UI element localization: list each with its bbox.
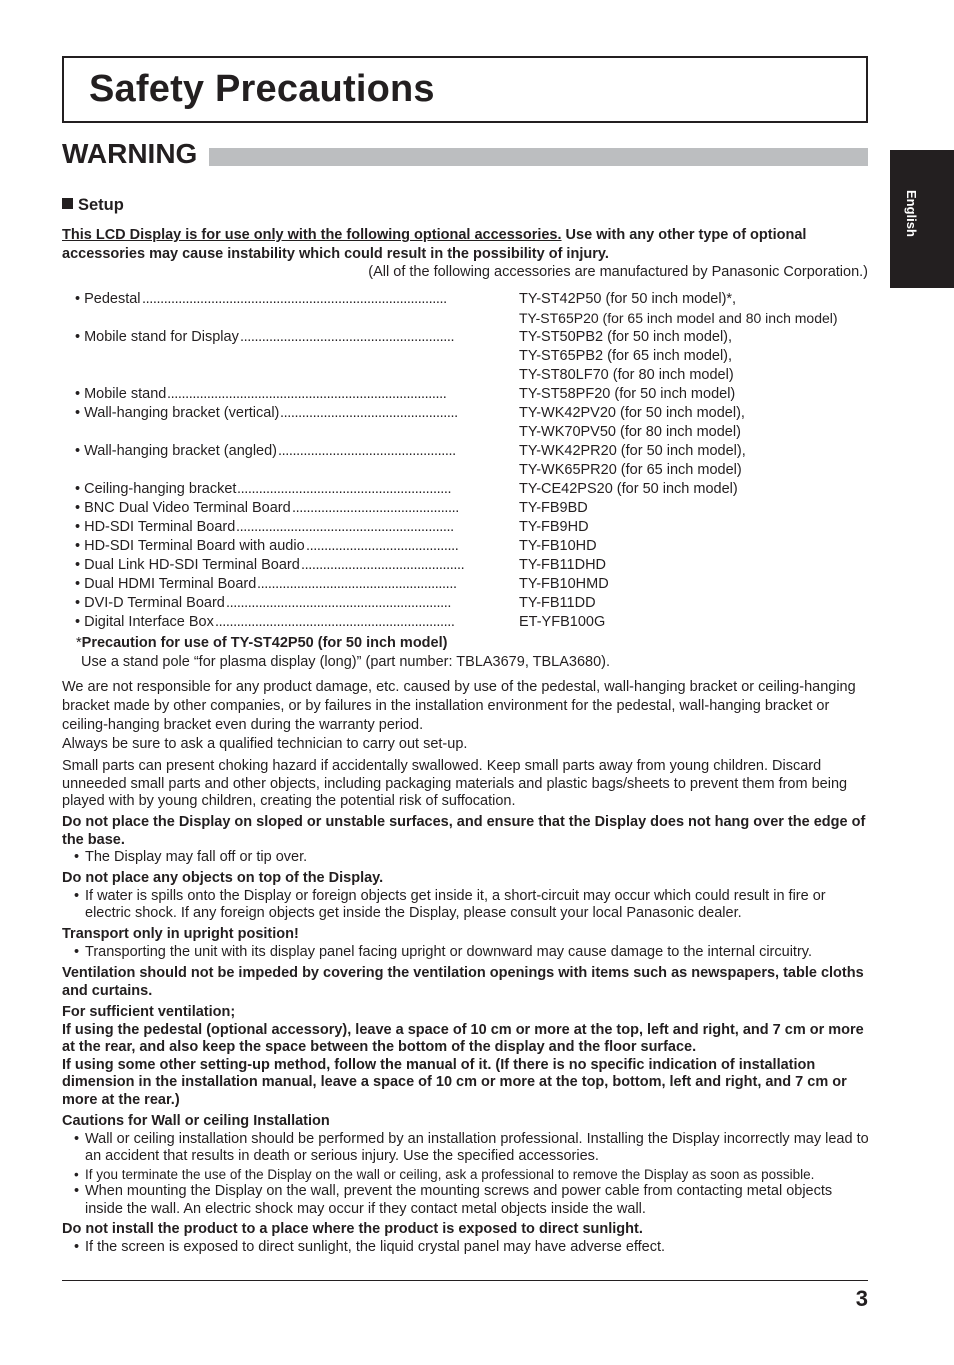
manufacturer-note: (All of the following accessories are manufactured by Panasonic Corporation.) — [368, 264, 868, 280]
list-item: • When mounting the Display on the wall, prevent the mounting screws and power cable from contacting metal objects inside the wall. An electric shock may occur if they contact metal objects inside the wall. — [62, 1183, 870, 1218]
accessory-row — [0, 575, 954, 594]
list-item: • The Display may fall off or tip over. — [62, 849, 870, 867]
accessory-part-number-extra: TY-WK70PV50 (for 80 inch model) — [519, 424, 741, 440]
sloped-surface-heading: Do not place the Display on sloped or unstable surfaces, and ensure that the Display does not hang over the edge of the base. — [62, 814, 866, 848]
accessory-row — [0, 518, 954, 537]
accessory-row — [0, 594, 954, 613]
accessory-leader-dots: ....................................................... — [257, 576, 457, 592]
accessory-row — [0, 537, 954, 556]
accessory-name: • Mobile stand for Display — [75, 329, 239, 345]
setup-intro-underlined: This LCD Display is for use only with the following optional accessories. — [62, 227, 562, 243]
accessory-name: • Wall-hanging bracket (angled) — [75, 443, 278, 459]
accessory-name: • Pedestal — [75, 291, 141, 307]
precaution-title: Precaution for use of TY-ST42P50 (for 50 inch model) — [81, 635, 448, 651]
accessory-leader-dots: ........................................................... — [240, 329, 455, 345]
list-item: • Wall or ceiling installation should be performed by an installation professional. Installing the Display incorrectly may lead to an accident that results in death or serious injury. Use the specified accessories. — [62, 1131, 870, 1166]
accessory-row — [0, 404, 954, 442]
accessory-part-number-extra: TY-ST65P20 (for 65 inch model and 80 inch model) — [519, 310, 838, 326]
title-box — [62, 56, 868, 123]
accessory-row — [0, 480, 954, 499]
accessory-leader-dots: .......................................... — [306, 538, 459, 554]
liability-text: We are not responsible for any product damage, etc. caused by use of the pedestal, wall-hanging bracket or ceiling-hanging bracket made by other companies, or by failures in the installation environment for the pedestal, wall-hanging bracket or ceiling-hanging bracket even during the warranty period. — [62, 679, 856, 733]
precaution-note — [76, 634, 610, 672]
accessory-name: • Digital Interface Box — [75, 614, 214, 630]
accessory-leader-dots: ............................................................................. — [167, 386, 447, 402]
small-parts-paragraph — [62, 758, 870, 811]
language-tab — [890, 150, 954, 288]
accessory-name: • Ceiling-hanging bracket — [75, 481, 237, 497]
accessory-part-number-extra: TY-WK65PR20 (for 65 inch model) — [519, 462, 742, 478]
page-title: Safety Precautions — [89, 68, 435, 110]
setup-heading-text: Setup — [78, 196, 124, 214]
accessory-part-number: TY-FB11DHD — [519, 557, 607, 573]
accessory-part-number: TY-WK42PV20 (for 50 inch model), — [519, 405, 745, 421]
sufficient-ventilation-heading: For sufficient ventilation; — [62, 1004, 236, 1020]
accessory-name: • Mobile stand — [75, 386, 167, 402]
sunlight-heading: Do not install the product to a place where the product is exposed to direct sunlight. — [62, 1221, 643, 1237]
accessory-name: • DVI-D Terminal Board — [75, 595, 225, 611]
language-tab-label: English — [904, 190, 919, 237]
accessory-leader-dots: ............................................. — [301, 557, 465, 573]
technician-text: Always be sure to ask a qualified technician to carry out set-up. — [62, 736, 468, 752]
accessory-part-number: TY-ST58PF20 (for 50 inch model) — [519, 386, 736, 402]
accessory-part-number: TY-FB10HD — [519, 538, 597, 554]
transport-heading: Transport only in upright position! — [62, 926, 299, 942]
accessory-leader-dots: ................................................. — [280, 405, 458, 421]
accessory-part-number: TY-ST42P50 (for 50 inch model)*, — [519, 291, 737, 307]
pedestal-space-text: If using the pedestal (optional accessory), leave a space of 10 cm or more at the top, left and right, and 7 cm or more at the rear, and also keep the space between the bottom of the display and the floor surface. — [62, 1021, 864, 1055]
list-item: • If the screen is exposed to direct sunlight, the liquid crystal panel may have adverse effect. — [62, 1239, 870, 1257]
ventilation-heading: Ventilation should not be impeded by covering the ventilation openings with items such as newspapers, table cloths and curtains. — [62, 965, 864, 999]
objects-heading: Do not place any objects on top of the Display. — [62, 870, 384, 886]
other-method-text: If using some other setting-up method, follow the manual of it. (If there is no specific indication of installation dimension in the installation manual, leave a space of 10 cm or more at the top, bottom, left and right, and 7 cm or more at the rear.) — [62, 1056, 847, 1108]
liability-paragraph — [62, 678, 870, 754]
objects-on-top-section — [62, 870, 870, 923]
accessory-name: • BNC Dual Video Terminal Board — [75, 500, 291, 516]
wall-ceiling-section — [62, 1113, 870, 1218]
setup-heading — [62, 196, 124, 215]
setup-intro — [62, 226, 868, 263]
warning-bar — [209, 148, 868, 166]
sloped-surface-section — [62, 814, 870, 867]
square-bullet-icon — [62, 198, 73, 209]
small-parts-text: Small parts can present choking hazard if accidentally swallowed. Keep small parts away from young children. Discard unneeded small parts and other objects, including packaging materials and plastic bags/sheets to prevent them from being played with by young children, creating the potential risk of suffocation. — [62, 758, 848, 809]
accessory-row — [0, 499, 954, 518]
accessory-part-number: TY-FB9HD — [519, 519, 589, 535]
footer-rule — [62, 1280, 868, 1281]
warning-title: WARNING — [62, 138, 198, 169]
page-number: 3 — [855, 1286, 868, 1311]
accessory-name: • Dual HDMI Terminal Board — [75, 576, 257, 592]
accessory-part-number: TY-ST50PB2 (for 50 inch model), — [519, 329, 733, 345]
accessory-name: • HD-SDI Terminal Board with audio — [75, 538, 305, 554]
wall-ceiling-heading: Cautions for Wall or ceiling Installation — [62, 1113, 330, 1129]
accessory-leader-dots: .................................................................................... — [142, 291, 447, 307]
accessory-leader-dots: .............................................. — [292, 500, 459, 516]
accessory-name: • Dual Link HD-SDI Terminal Board — [75, 557, 300, 573]
transport-section — [62, 926, 870, 961]
accessory-row — [0, 328, 954, 385]
accessory-leader-dots: .................................................................. — [215, 614, 455, 630]
list-item: • If you terminate the use of the Display on the wall or ceiling, ask a professional to remove the Display as soon as possible. — [62, 1166, 870, 1184]
accessory-part-number-extra: TY-ST80LF70 (for 80 inch model) — [519, 367, 734, 383]
accessory-part-number: ET-YFB100G — [519, 614, 606, 630]
accessory-row — [0, 442, 954, 480]
accessory-part-number: TY-FB11DD — [519, 595, 596, 611]
accessory-part-number: TY-CE42PS20 (for 50 inch model) — [519, 481, 738, 497]
sufficient-ventilation-section — [62, 1004, 870, 1109]
accessory-leader-dots: .............................................................. — [226, 595, 451, 611]
list-item: • If water is spills onto the Display or foreign objects get inside it, a short-circuit may occur which could result in fire or electric shock. If any foreign objects get inside the Display, please consult your local Panasonic dealer. — [62, 888, 870, 923]
accessory-row — [0, 613, 954, 632]
setup-intro-rest: Use with any other type of optional accessories may cause instability which could result in the possibility of injury. — [62, 227, 807, 262]
sunlight-section — [62, 1221, 870, 1256]
accessory-part-number: TY-WK42PR20 (for 50 inch model), — [519, 443, 746, 459]
accessory-row — [0, 385, 954, 404]
accessory-row — [0, 290, 954, 328]
precaution-text: Use a stand pole “for plasma display (long)” (part number: TBLA3679, TBLA3680). — [81, 654, 610, 670]
precaution-star: * — [76, 635, 82, 651]
accessory-part-number: TY-FB9BD — [519, 500, 588, 516]
accessory-leader-dots: ........................................................... — [237, 481, 452, 497]
accessory-name: • HD-SDI Terminal Board — [75, 519, 236, 535]
accessory-part-number: TY-FB10HMD — [519, 576, 609, 592]
accessory-name: • Wall-hanging bracket (vertical) — [75, 405, 280, 421]
ventilation-section — [62, 965, 870, 1000]
accessory-leader-dots: ................................................. — [278, 443, 456, 459]
accessory-row — [0, 556, 954, 575]
warning-heading-row — [62, 138, 868, 172]
list-item: • Transporting the unit with its display panel facing upright or downward may cause damage to the internal circuitry. — [62, 944, 870, 962]
accessory-leader-dots: ............................................................ — [236, 519, 454, 535]
accessory-part-number-extra: TY-ST65PB2 (for 65 inch model), — [519, 348, 733, 364]
